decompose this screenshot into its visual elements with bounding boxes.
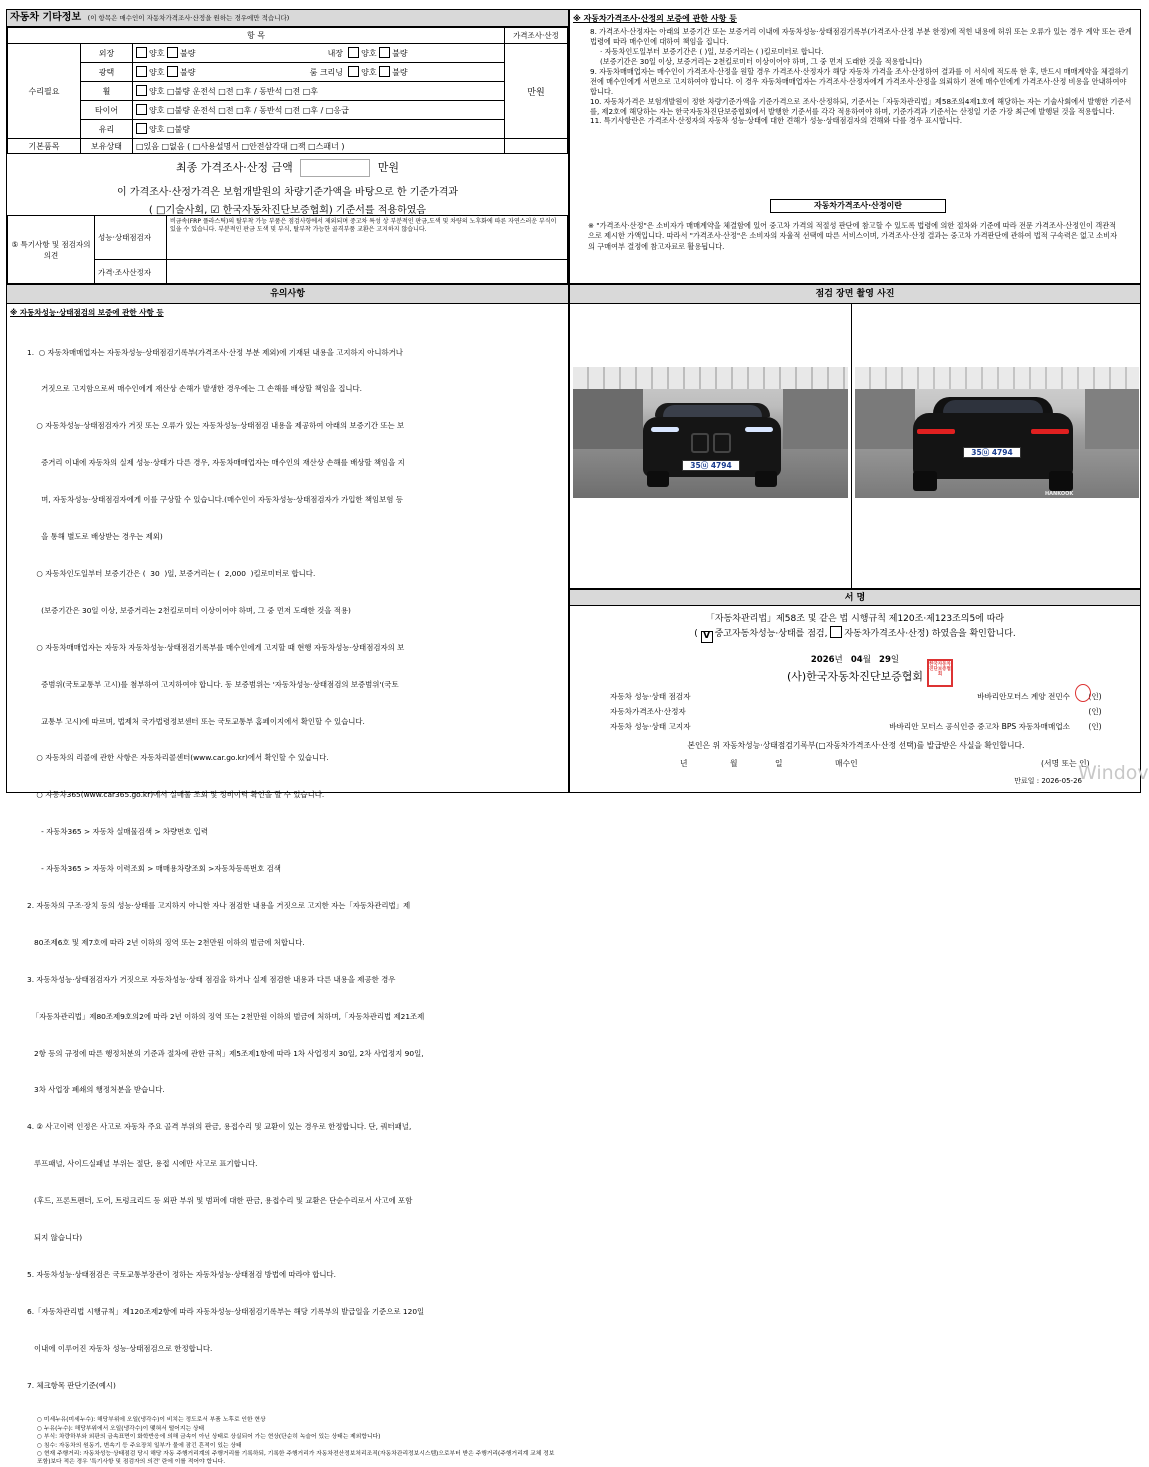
garage-wall-left: [855, 389, 915, 449]
appraisal-definition-text: ※ "가격조사·산정"은 소비자가 매매계약을 체결함에 있어 중고차 가격의 적절성 판단에 참고할 수 있도록 법령에 의한 절차와 기준에 따라 전문 가격조사·산정인이 객관적으로 제시한 가액입니다. 따라서 "가격조사·산정"은 소비자의 자율적 선택에 따른 서비스이며, 가격조사·산정 결과는 중고차 가격판단에 관하여 법적 구속력은 없고 소비자의 구매여부 결정에 참고자료로 활용됩니다.: [588, 221, 1118, 251]
guarantee-item: 10. 자동차가격은 보험개발원이 정한 차량기준가액을 기준가격으로 조사·산정하되, 기준서는「자동차관리법」제58조의4제1호에 해당하는 자는 기술사회에서 발행한 기준서를, 제2호에 해당하는 자는 한국자동차진단보증협회에서 발행한 기준서를 각각 적용하여야 하며, 기준가격과 기준서는 산정일 기준 가장 최근에 발행된 것을 적용합니다.: [590, 96, 1132, 116]
row-exterior: 양호 불량 내장 양호 불량: [133, 44, 505, 63]
notes-section: [6, 284, 569, 1466]
checkbox[interactable]: [136, 85, 147, 96]
appraisal-guarantee-section: [569, 9, 1141, 284]
guarantee-item: 11. 특기사항란은 가격조사·산정자의 자동차 성능·상태에 대한 견해가 성능·상태점검자의 견해와 다를 경우 표시합니다.: [590, 116, 963, 126]
notes-title: 유의사항: [7, 285, 568, 304]
section-title-note: (이 항목은 매수인이 자동차가격조사·산정을 원하는 경우에만 적습니다): [87, 14, 290, 22]
grille-left: [691, 433, 709, 453]
ceiling-lights: [573, 367, 848, 389]
note-line: 80조제6호 및 제7호에 따라 2년 이하의 징역 또는 2천만원 이하의 벌금에 처합니다.: [27, 937, 305, 947]
notes-list: [7, 322, 568, 1416]
garage-wall-right: [1085, 389, 1139, 449]
criteria-item: ○ 현재 주행거리: 자동차성능·상태점검 당시 해당 자동 주행거리계의 주행거리를 기록하되, 기록한 주행거리가 자동차전산정보처리조직(자동차관리정보시스템)으로부터 받은 주행거리(주행거리계 교체 정보 포함)보다 적은 경우 '특기사항 및 점검자의 의견' 란에 이를 적어야 합니다.: [37, 1450, 555, 1466]
section-header: [7, 10, 568, 27]
basic-items-text: □있음 □없음 ( □사용설명서 □안전삼각대 □잭 □스패너 ): [133, 139, 505, 154]
inspector-label: 성능·상태점검자: [95, 216, 167, 260]
appraisal-definition-title: 자동차가격조사·산정이란: [770, 199, 946, 213]
criteria-list: [7, 1416, 568, 1466]
repair-label: 수리필요: [8, 44, 81, 139]
checkbox[interactable]: [167, 66, 178, 77]
note-line: ○ 자동차성능·상태점검자가 거짓 또는 오류가 있는 자동차성능·상태점검 내용을 제공하여 아래의 보증기간 또는 보: [27, 421, 405, 431]
tail-light-right: [1031, 429, 1069, 434]
row-label-gloss: 광택: [81, 63, 133, 82]
note-line: (후드, 프론트펜더, 도어, 트렁크리드 등 외판 부위 및 범퍼에 대한 판금, 용접수리 및 교환은 단순수리로서 사고에 포함: [27, 1196, 413, 1206]
garage-wall-right: [783, 389, 848, 449]
car-rear-window: [943, 400, 1043, 413]
note-line: 거짓으로 고지함으로써 매수인에게 재산상 손해가 발생한 경우에는 그 손해를 배상할 책임을 집니다.: [27, 384, 363, 394]
appraiser-opinion: [167, 260, 568, 285]
note-line: 2항 등의 규정에 따른 행정처분의 기준과 절차에 관한 규칙」제5조제1항에 따라 1차 사업정지 30일, 2차 사업정지 90일,: [27, 1048, 424, 1058]
signature-section: 서 명 「자동차관리법」제58조 및 같은 법 시행규칙 제120조·제123조의5에 따라 ( V 중고자동차성능·상태를 점검, 자동차가격조사·산정) 하였음을 확인합니다. 2026년 04월 29일 (사)한국자동차진단보증협회 한국자동차진단보증협회 자동차 성능·상태 점검자 바바리안모터스 계양 전민수 (인) 자동차가격조사·산정자 (인) 자동차 성능·상태 고지자 바바리안 모터스 공식인증 중고차 BPS 자동차매매업소 (인) 본인은 위 자동차성능·상태점검기록부(□자동차가격조사·산정 선택)를 발급받은 사실을 확인합니다. 년 월 일 매수인 (서명 또는 인) 만료일 : 2026-05-26 Windov: [569, 589, 1141, 793]
checkbox[interactable]: [167, 47, 178, 58]
note-line: 교통부 고시)에 따르며, 법제처 국가법령정보센터 또는 국토교통부 홈페이지에서 확인할 수 있습니다.: [27, 716, 365, 726]
col-price-header: 가격조사·산정: [505, 28, 568, 44]
checkbox[interactable]: [348, 66, 359, 77]
org-seal-stamp: [927, 659, 953, 687]
checkbox[interactable]: [136, 66, 147, 77]
note-line: - 자동차365 > 자동차 이력조회 > 매매용차량조회 >자동차등록번호 검색: [27, 864, 281, 874]
tire-left: [913, 471, 937, 491]
note-line: 4. ② 사고이력 인정은 사고로 자동차 주요 골격 부위의 판금, 용접수리 및 교환이 있는 경우로 한정합니다. 단, 쿼터패널,: [27, 1122, 412, 1132]
license-plate-front: 35ⓤ 4794: [682, 460, 740, 471]
guarantee-item: 9. 자동차매매업자는 매수인이 가격조사·산정을 원할 경우 가격조사·산정자가 해당 자동차 가격을 조사·산정하여 결과를 이 서식에 적도록 한 후, 반드시 매매계약을 체결하기 전에 매수인에게 서면으로 고지하여야 합니다. 이 경우 자동차매매업자는 가격조사·산정자에게 가격조사·산정을 의뢰하기 전에 매수인에게 가격조사·산정 비용을 안내하여야 합니다.: [590, 66, 1129, 96]
guarantee-title: ※ 자동차가격조사·산정의 보증에 관한 사항 등: [573, 14, 737, 23]
note-line: ○ 자동차의 리콜에 관한 사항은 자동차리콜센터(www.car.go.kr)에서 확인할 수 있습니다.: [27, 753, 329, 763]
headlight-left: [651, 427, 679, 432]
check-performance-checkbox[interactable]: V: [701, 631, 713, 643]
note-line: 증범위(국토교통부 고시)를 첨부하여 고지하여야 합니다. 동 보증범위는 '자동차성능·상태점검의 보증범위'(국토: [27, 679, 399, 689]
row-label-wheel: 휠: [81, 82, 133, 101]
basis-line-1: 이 가격조사·산정가격은 보험개발원의 차량기준가액을 바탕으로 한 기준가격과: [116, 187, 459, 198]
tire-left: [647, 471, 669, 487]
note-line: 「자동차관리법」제80조제9호의2에 따라 2년 이하의 징역 또는 2천만원 이하의 벌금에 처하며,「자동차관리법 제21조제: [27, 1011, 425, 1021]
row-gloss: 양호 불량 룸 크리닝 양호 불량: [133, 63, 505, 82]
guarantee-item: (보증기간은 30일 이상, 보증거리는 2천킬로미터 이상이어야 하며, 그 중 먼저 도래한 것을 적용합니다): [600, 56, 923, 66]
checkbox[interactable]: [348, 47, 359, 58]
buyer-label: 매수인: [835, 759, 858, 768]
note-line: 을 통해 별도로 배상받는 경우는 제외): [27, 532, 163, 542]
basic-items-label: 기본품목: [8, 139, 81, 154]
ceiling-lights: [855, 367, 1139, 389]
row-glass: 양호 □불량: [133, 120, 505, 139]
buyer-confirm-text: 본인은 위 자동차성능·상태점검기록부(□자동차가격조사·산정 선택)를 발급받은 사실을 확인합니다.: [687, 741, 1025, 750]
final-price-row: [7, 159, 568, 177]
signature-title: 서 명: [570, 589, 1140, 606]
special-notes-table: [7, 215, 568, 285]
headlight-right: [745, 427, 773, 432]
org-seal-text: 한국자동차진단보증협회: [929, 662, 951, 677]
photo-divider: [851, 304, 852, 590]
row-tire: 양호 □불량 운전석 □전 □후 / 동반석 □전 □후 / □응급: [133, 101, 505, 120]
signature-rows: [610, 689, 1130, 734]
price-unit: 만원: [505, 44, 568, 139]
windows-watermark: Windov: [1078, 762, 1149, 784]
tire-right: [1049, 471, 1073, 491]
checkbox[interactable]: [136, 104, 147, 115]
signature-law-line: 「자동차관리법」제58조 및 같은 법 시행규칙 제120조·제123조의5에 따라: [705, 614, 1005, 624]
car-body: [913, 413, 1073, 479]
note-line: 2. 자동차의 구조·장치 등의 성능·상태를 고지하지 아니한 자나 점검한 내용을 거짓으로 고지한 자는「자동차관리법」제: [27, 900, 411, 910]
note-line: 7. 체크항목 판단기준(예시): [27, 1380, 116, 1390]
checkbox[interactable]: [379, 47, 390, 58]
checkbox[interactable]: [136, 47, 147, 58]
tire-brand-text: HANKOOK: [1045, 491, 1074, 497]
repair-table: [7, 27, 568, 154]
note-line: (보증기간은 30일 이상, 보증거리는 2천킬로미터 이상이어야 하며, 그 중 먼저 도래한 것을 적용): [27, 605, 351, 615]
special-notes-label: ⑤ 특기사항 및 점검자의 의견: [8, 216, 95, 285]
note-line: 증거리 이내에 자동차의 실제 성능·상태가 다른 경우, 자동차매매업자는 매수인의 재산상 손해를 배상할 책임을 지: [27, 458, 405, 468]
row-label-tire: 타이어: [81, 101, 133, 120]
signature-date: 2026년 04월 29일: [810, 655, 900, 665]
note-line: ○ 자동차인도일부터 보증기간은 ( 30 )일, 보증거리는 ( 2,000 )킬로미터로 합니다.: [27, 568, 316, 578]
expiry-date: 만료일 : 2026-05-26: [1014, 777, 1082, 785]
check-appraisal-checkbox[interactable]: [830, 626, 842, 638]
basis-line-2: ( □기술사회, ☑ 한국자동차진단보증협회) 기준서를 적용하였음: [148, 205, 427, 216]
note-line: 3차 사업장 폐쇄의 행정처분을 받습니다.: [27, 1085, 165, 1095]
row-label-interior: 내장: [327, 49, 344, 58]
note-line: 1. ○ 자동차매매업자는 자동차성능·상태점검기록부(가격조사·산정 부분 제외)에 기재된 내용을 고지하지 아니하거나: [27, 347, 403, 357]
inspection-photos-section: [569, 284, 1141, 589]
date-month: 04: [850, 655, 863, 665]
note-line: - 자동차365 > 자동차 실매물검색 > 차량번호 입력: [27, 827, 209, 837]
inspector-opinion: 비금속(FRP 플라스틱)의 탈부착 가능 부품은 점검사항에서 제외되며 중고차 특성 상 부분적인 판금,도색 및 차량의 노후화에 따른 자연스러운 부식이 있을 수 있습니다. 부분적인 판금 도색 및 부식, 탈부착 가능한 골격부품 교환은 고지하지 않습니다.: [167, 216, 568, 260]
tail-light-left: [917, 429, 955, 434]
criteria-item: ○ 미세누유(미세누수): 해당부위에 오일(냉각수)이 비치는 정도로서 부품 노후로 인한 현상: [37, 1417, 266, 1424]
note-line: 3. 자동차성능·상태점검자가 거짓으로 자동차성능·상태 점검을 하거나 실제 점검한 내용과 다른 내용을 제공한 경우: [27, 974, 396, 984]
rear-photo: [855, 367, 1139, 498]
note-line: ○ 자동차365(www.car365.go.kr)에서 실매물 조회 및 정비이력 확인을 할 수 있습니다.: [27, 790, 325, 800]
checkbox[interactable]: [136, 123, 147, 134]
col-item-header: 항 목: [8, 28, 505, 44]
inspector-seal-stamp: [1075, 684, 1091, 702]
note-line: 며, 자동차성능·상태점검자에게 이를 구상할 수 있습니다.(매수인이 자동차성능·상태점검자가 가입한 책임보험 등: [27, 495, 403, 505]
guarantee-list: [570, 27, 1140, 126]
date-year: 2026: [810, 655, 835, 665]
criteria-item: ○ 침수: 자동차의 원동기, 변속기 등 주요장치 일부가 물에 잠긴 흔적이 있는 상태: [37, 1442, 242, 1449]
row-wheel: 양호 □불량 운전석 □전 □후 / 동반석 □전 □후: [133, 82, 505, 101]
row-label-glass: 유리: [81, 120, 133, 139]
front-photo: [573, 367, 848, 498]
date-day: 29: [879, 655, 891, 665]
signature-row: 자동차 성능·상태 점검자 바바리안모터스 계양 전민수 (인): [610, 692, 1102, 701]
section-title: 자동차 기타정보: [10, 12, 82, 23]
note-line: 6.「자동차관리법 시행규칙」제120조제2항에 따라 자동차성능·상태점검기록부는 해당 기록부의 발급일을 기준으로 120일: [27, 1306, 425, 1316]
signature-confirm-line: ( V 중고자동차성능·상태를 점검, 자동차가격조사·산정) 하였음을 확인합니다.: [570, 626, 1140, 643]
signature-org: (사)한국자동차진단보증협회: [786, 670, 924, 683]
photos-title: 점검 장면 촬영 사진: [570, 285, 1140, 304]
guarantee-item: 8. 가격조사·산정자는 아래의 보증기간 또는 보증거리 이내에 자동차성능·상태점검기록부(가격조사·산정 부분 한정)에 적힌 내용에 허위 또는 오류가 있는 경우 계약 또는 관계법령에 따라 매수인에 대하여 책임을 집니다.: [590, 27, 1132, 46]
criteria-item: ○ 누유(누수): 해당부위에서 오일(냉각수)이 맺혀서 떨어지는 상태: [37, 1425, 205, 1432]
buyer-signature-field[interactable]: (서명 또는 인): [1041, 759, 1090, 768]
criteria-item: ○ 부식: 차량하부와 외판의 금속표면이 화학반응에 의해 금속이 아닌 상태로 상실되어 가는 현상(단순히 녹슬어 있는 상태는 제외합니다): [37, 1434, 381, 1441]
note-line: 되지 않습니다): [27, 1232, 83, 1242]
grille-right: [713, 433, 731, 453]
guarantee-item: · 자동차인도일부터 보증기간은 ( )일, 보증거리는 ( )킬로미터로 합니다.: [600, 46, 824, 56]
note-line: 루프패널, 사이드실패널 부위는 절단, 용접 시에만 사고로 표기합니다.: [27, 1159, 258, 1169]
signature-row: 자동차 성능·상태 고지자 바바리안 모터스 공식인증 중고차 BPS 자동차매매업소 (인): [610, 722, 1102, 731]
final-price-unit: 만원: [377, 161, 399, 174]
checkbox[interactable]: [379, 66, 390, 77]
license-plate-rear: 35ⓤ 4794: [963, 447, 1021, 458]
note-line: ○ 자동차매매업자는 자동차 자동차성능·상태점검기록부를 매수인에게 고지할 때 현행 자동차성능·상태점검자의 보: [27, 642, 405, 652]
tire-right: [755, 471, 777, 487]
appraiser-label: 가격·조사산정자: [95, 260, 167, 285]
vehicle-other-info-section: [6, 9, 569, 284]
car-windshield: [663, 405, 762, 417]
final-price-label: 최종 가격조사·산정 금액: [175, 161, 293, 174]
signature-row: 자동차가격조사·산정자 (인): [610, 707, 1102, 716]
garage-wall-left: [573, 389, 643, 449]
note-line: 이내에 이루어진 자동차 성능·상태점검으로 한정합니다.: [27, 1343, 213, 1353]
row-label-room-cleaning: 룸 크리닝: [309, 68, 344, 77]
notes-subtitle: ※ 자동차성능·상태점검의 보증에 관한 사항 등: [10, 308, 164, 317]
row-label-exterior: 외장: [81, 44, 133, 63]
note-line: 5. 자동차성능·상태점검은 국토교통부장관이 정하는 자동차성능·상태점검 방법에 따라야 합니다.: [27, 1269, 336, 1279]
basic-items-sub: 보유상태: [81, 139, 133, 154]
final-price-input[interactable]: [300, 159, 370, 177]
